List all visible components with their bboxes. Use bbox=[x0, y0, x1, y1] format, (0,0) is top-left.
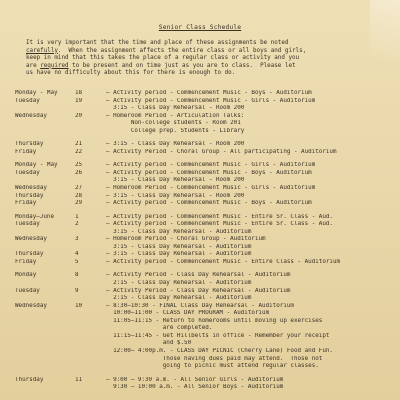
schedule-date: 10 bbox=[75, 302, 83, 309]
schedule-row bbox=[15, 348, 400, 356]
schedule-day bbox=[15, 120, 75, 128]
schedule-day: Tuesday bbox=[15, 221, 40, 228]
schedule-date: 29 bbox=[75, 200, 83, 207]
schedule-date bbox=[75, 229, 106, 237]
schedule-row bbox=[15, 333, 400, 341]
schedule-day bbox=[15, 340, 75, 348]
schedule-day: Tuesday bbox=[15, 287, 40, 294]
schedule-row bbox=[15, 214, 400, 222]
schedule-entry: and $.50 bbox=[106, 340, 192, 347]
schedule-entry: — Homeroom Period - Choral Group - Auditorium bbox=[106, 236, 266, 243]
schedule-row bbox=[15, 128, 400, 136]
schedule-row bbox=[15, 259, 400, 267]
schedule-row bbox=[15, 363, 400, 371]
schedule-day bbox=[15, 310, 75, 318]
intro-emphasis-required: required bbox=[40, 62, 69, 69]
schedule-day: Thursday bbox=[15, 141, 44, 148]
schedule-entry: 2:15 - Class Day Rehearsal - Auditorium bbox=[106, 280, 252, 287]
schedule-row bbox=[15, 236, 400, 244]
schedule-date: 5 bbox=[75, 258, 79, 265]
schedule-date: 11 bbox=[75, 376, 83, 383]
schedule-day: Thursday bbox=[15, 192, 44, 199]
schedule-row bbox=[15, 356, 400, 364]
intro-line-1: It is very important that the time and place of these assignments be noted bbox=[26, 40, 289, 46]
schedule-date bbox=[75, 384, 106, 392]
schedule-entry: 3:15 - Class Day Rehearsal - Auditorium bbox=[106, 228, 252, 235]
schedule-date: 9 bbox=[75, 287, 79, 294]
schedule-row bbox=[15, 185, 400, 193]
schedule-row bbox=[15, 141, 400, 149]
schedule-row bbox=[15, 295, 400, 303]
schedule-day bbox=[15, 348, 75, 356]
schedule-entry: 2:15 - Class Day Rehearsal - Auditorium bbox=[106, 295, 252, 302]
schedule-entry: 10:00—11:00 - CLASS DAY PROGRAM - Auditorium bbox=[106, 310, 270, 317]
schedule-entry: College prep. Students - Library bbox=[106, 127, 245, 134]
schedule-entry: Those having dues paid may attend. Those not bbox=[106, 355, 323, 362]
intro-line-2 bbox=[26, 48, 376, 56]
schedule-row bbox=[15, 377, 400, 385]
schedule-day bbox=[15, 229, 75, 237]
schedule-day bbox=[15, 295, 75, 303]
schedule-entry: — Activity period - Commencement Music - Boys - Auditorium bbox=[106, 169, 312, 176]
schedule-entry: are completed. bbox=[106, 325, 213, 332]
schedule-date: 25 bbox=[75, 162, 83, 169]
schedule-row bbox=[15, 280, 400, 288]
schedule-row bbox=[15, 162, 400, 170]
schedule-day: Monday—June bbox=[15, 213, 55, 220]
schedule-entry: going to picnic must attend regular classes. bbox=[106, 363, 319, 370]
schedule-day bbox=[15, 280, 75, 288]
document-title: Senior Class Schedule bbox=[158, 24, 242, 31]
schedule-row bbox=[15, 193, 400, 201]
schedule-day bbox=[15, 128, 75, 136]
schedule-row bbox=[15, 105, 400, 113]
schedule-date: 27 bbox=[75, 185, 83, 192]
schedule-date bbox=[75, 333, 106, 341]
schedule-row bbox=[15, 272, 400, 280]
intro-line-2-rest: . When the assignment affects the entire class or all boys and girls, bbox=[57, 47, 307, 54]
schedule-row bbox=[15, 149, 400, 157]
schedule-entry: — Homeroom Period - Commencement Music - Girls - Auditorium bbox=[106, 185, 316, 192]
schedule-date: 1 bbox=[75, 213, 79, 220]
schedule-day: Friday bbox=[15, 200, 37, 207]
schedule-entry: 3:15 - Class Day Rehearsal - Room 200 bbox=[106, 105, 245, 112]
schedule-date bbox=[75, 348, 106, 356]
intro-line-4 bbox=[26, 63, 376, 71]
schedule-row bbox=[15, 200, 400, 208]
intro-line-4-rest: to be present and on time just as you are to class. Please let bbox=[68, 62, 296, 69]
schedule-date: 18 bbox=[75, 90, 83, 96]
schedule-date: 19 bbox=[75, 97, 83, 104]
schedule-entry: — 3:15 - Class Day Rehearsal - Room 200 bbox=[106, 141, 245, 148]
schedule-day: Thursday bbox=[15, 376, 44, 383]
schedule-date bbox=[75, 363, 106, 371]
schedule-date bbox=[75, 280, 106, 288]
schedule-row bbox=[15, 98, 400, 106]
schedule-date bbox=[75, 295, 106, 303]
schedule-entry: — Activity period - Commencement Music - Boys - Auditorium bbox=[106, 200, 312, 207]
schedule-entry: Non-college students - Room 201 bbox=[106, 120, 241, 127]
schedule-day: Wednesday bbox=[15, 236, 47, 243]
schedule-row bbox=[15, 384, 400, 392]
schedule-day: Wednesday bbox=[15, 302, 47, 309]
schedule-date bbox=[75, 325, 106, 333]
schedule-day: Friday bbox=[15, 148, 37, 155]
schedule-date: 20 bbox=[75, 112, 83, 119]
schedule-entry: 11:05—11:15 - Return to homerooms until moving up exercises bbox=[106, 317, 323, 324]
schedule-row bbox=[15, 251, 400, 259]
intro-line-3: keep in mind that this takes the place of a regular class or activity and you bbox=[26, 55, 300, 62]
schedule-day: Wednesday bbox=[15, 112, 47, 119]
schedule-date bbox=[75, 356, 106, 364]
schedule-day bbox=[15, 384, 75, 392]
intro-line-5: us have no difficulty about this for there is enough to do. bbox=[26, 70, 236, 77]
schedule-day: Monday - May bbox=[15, 90, 58, 96]
schedule-date: 3 bbox=[75, 236, 79, 243]
schedule-day bbox=[15, 325, 75, 333]
schedule-day: Wednesday bbox=[15, 185, 47, 192]
schedule-date: 22 bbox=[75, 148, 83, 155]
schedule-entry: — 8:30—10:30 - FINAL Class Day Rehearsal - Auditorium bbox=[106, 302, 294, 309]
schedule-entry: — Activity period - Commencement Music - Girls - Auditorium bbox=[106, 162, 316, 169]
schedule-date bbox=[75, 177, 106, 185]
schedule-row bbox=[15, 170, 400, 178]
schedule-date: 21 bbox=[75, 141, 83, 148]
schedule-date: 2 bbox=[75, 221, 79, 228]
schedule-entry: 12:00— 4:00p.m. - CLASS DAY PICNIC (Cherry Lane) Food and Fun. bbox=[106, 347, 333, 354]
schedule-row bbox=[15, 90, 400, 98]
schedule-row bbox=[15, 244, 400, 252]
schedule-day: Monday - May bbox=[15, 162, 58, 169]
schedule-entry: — 3:15 - Class Day Rehearsal - Auditorium bbox=[106, 251, 252, 258]
schedule-row bbox=[15, 288, 400, 296]
schedule-entry: — Activity Period - Class Day Rehearsal - Auditorium bbox=[106, 272, 291, 279]
schedule-entry: 3:15 - Class Day Rehearsal - Auditorium bbox=[106, 243, 252, 250]
schedule-date bbox=[75, 244, 106, 252]
schedule-entry: — Activity Period - Choral Group - All participating - Auditorium bbox=[106, 148, 337, 155]
schedule-entry: 3:15 - Class Day Rehearsal - Room 200 bbox=[106, 177, 245, 184]
schedule-date bbox=[75, 318, 106, 326]
intro-paragraph bbox=[26, 40, 376, 78]
schedule-day: Thursday bbox=[15, 251, 44, 258]
schedule-day: Friday bbox=[15, 258, 37, 265]
schedule-row bbox=[15, 325, 400, 333]
schedule-day: Tuesday bbox=[15, 97, 40, 104]
schedule-day bbox=[15, 177, 75, 185]
schedule-row bbox=[15, 303, 400, 311]
schedule-date: 28 bbox=[75, 192, 83, 199]
schedule-entry: — Activity period - Commencement Music - Entire Sr. Class - Aud. bbox=[106, 213, 333, 220]
schedule-date bbox=[75, 120, 106, 128]
schedule-entry: — Activity period - Commencement Music - Girls - Auditorium bbox=[106, 97, 316, 104]
schedule-row bbox=[15, 113, 400, 121]
schedule-day: Tuesday bbox=[15, 169, 40, 176]
schedule-entry: — Homeroom Period - Articulation Talks: bbox=[106, 112, 245, 119]
schedule-entry: — 9:00 — 9:30 a.m. - All Senior Girls - Auditorium bbox=[106, 376, 284, 383]
schedule-entry: — Activity period - Commencement Music - Entire Class - Auditorium bbox=[106, 258, 341, 265]
schedule-row bbox=[15, 318, 400, 326]
schedule-day bbox=[15, 356, 75, 364]
schedule-row bbox=[15, 340, 400, 348]
schedule-entry: — 3:15 - Class Day Rehearsal - Room 200 bbox=[106, 192, 245, 199]
schedule-entry: — Activity period - Commencement Music - Boys - Auditorium bbox=[106, 90, 312, 96]
intro-emphasis-carefully: carefully bbox=[26, 47, 58, 54]
schedule-day: Monday bbox=[15, 272, 37, 279]
schedule-date bbox=[75, 105, 106, 113]
schedule-date: 26 bbox=[75, 169, 83, 176]
schedule-day bbox=[15, 105, 75, 113]
schedule-entry: 9:30 — 10:00 a.m. - All Senior Boys - Auditorium bbox=[106, 384, 284, 391]
schedule-entry: — Activity period - Commencement Music - Entire Sr. Class - Aud. bbox=[106, 221, 333, 228]
schedule-entry: — Activity Period - Class Day Rehearsal - Auditorium bbox=[106, 287, 291, 294]
schedule-day bbox=[15, 333, 75, 341]
schedule-date: 4 bbox=[75, 251, 79, 258]
schedule-date bbox=[75, 310, 106, 318]
schedule-row bbox=[15, 229, 400, 237]
schedule-date bbox=[75, 128, 106, 136]
schedule-row bbox=[15, 221, 400, 229]
schedule-date bbox=[75, 340, 106, 348]
schedule-row bbox=[15, 120, 400, 128]
schedule-day bbox=[15, 244, 75, 252]
schedule-list bbox=[15, 90, 400, 392]
schedule-row bbox=[15, 177, 400, 185]
schedule-date: 8 bbox=[75, 272, 79, 279]
intro-line-4-pre: are bbox=[26, 62, 41, 69]
schedule-entry: 11:15—11:45 - Get Hillbelts in office - Remember your receipt bbox=[106, 332, 330, 339]
schedule-row bbox=[15, 310, 400, 318]
schedule-day bbox=[15, 363, 75, 371]
schedule-day bbox=[15, 318, 75, 326]
